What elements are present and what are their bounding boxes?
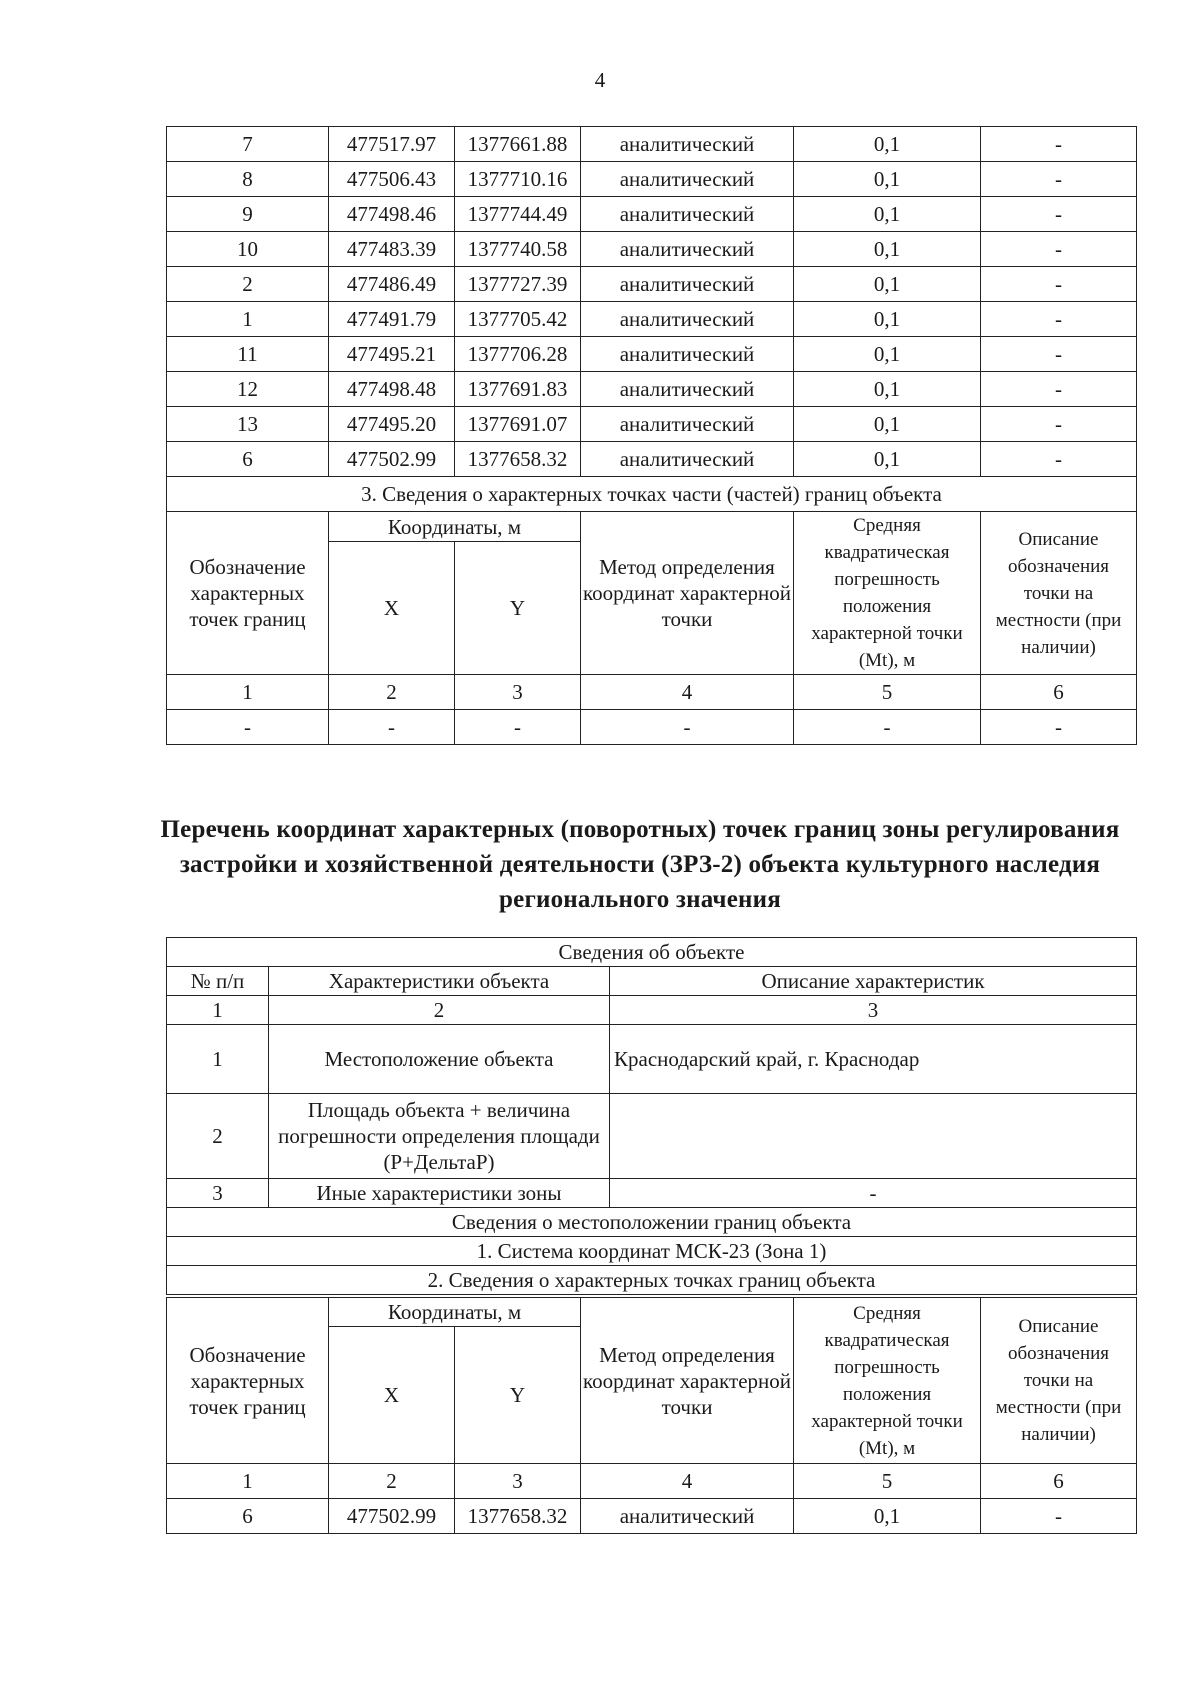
description-header: Описание обозначения точки на местности (при наличии) <box>981 512 1137 675</box>
y-coordinate: 1377661.88 <box>455 127 581 162</box>
error-header: Средняя квадратическая погрешность положения характерной точки (Mt), м <box>794 1298 981 1464</box>
table-row <box>167 197 1137 232</box>
document-title: Перечень координат характерных (поворотных) точек границ зоны регулирования застройки и хозяйственной деятельности (ЗРЗ-2) объекта культурного наследия регионального значения <box>160 816 1120 913</box>
location-info-row <box>167 1208 1137 1237</box>
description: - <box>981 267 1137 302</box>
point-id: 9 <box>167 197 329 232</box>
column-number: 1 <box>167 675 329 710</box>
x-coordinate: 477495.21 <box>329 337 455 372</box>
table-row <box>167 302 1137 337</box>
y-coordinate: 1377705.42 <box>455 302 581 337</box>
y-coordinate: 1377710.16 <box>455 162 581 197</box>
error: 0,1 <box>794 162 981 197</box>
table-cell: - <box>167 710 329 745</box>
error: 0,1 <box>794 442 981 477</box>
coords-header: Координаты, м <box>329 1298 581 1327</box>
y-header: Y <box>455 542 581 675</box>
characteristic-description: - <box>610 1179 1137 1208</box>
object-info-table <box>166 937 1137 1295</box>
method: аналитический <box>581 162 794 197</box>
point-id: 2 <box>167 267 329 302</box>
method: аналитический <box>581 232 794 267</box>
row-number: 2 <box>167 1094 269 1179</box>
y-coordinate: 1377727.39 <box>455 267 581 302</box>
table-row <box>167 127 1137 162</box>
y-coordinate: 1377691.07 <box>455 407 581 442</box>
header-row <box>167 512 1137 542</box>
points-table <box>166 1297 1137 1534</box>
coordinates-table-body <box>167 127 1137 477</box>
characteristic: Иные характеристики зоны <box>269 1179 610 1208</box>
point-id: 6 <box>167 1499 329 1534</box>
coord-system: 1. Система координат МСК-23 (Зона 1) <box>167 1237 1137 1266</box>
method: аналитический <box>581 267 794 302</box>
column-number: 3 <box>455 1464 581 1499</box>
point-id: 8 <box>167 162 329 197</box>
table-cell: - <box>794 710 981 745</box>
column-number: 2 <box>269 996 610 1025</box>
description: - <box>981 1499 1137 1534</box>
x-coordinate: 477491.79 <box>329 302 455 337</box>
table-row <box>167 1499 1137 1534</box>
table-cell: - <box>981 710 1137 745</box>
point-id: 12 <box>167 372 329 407</box>
object-info-heading: Сведения об объекте <box>167 938 1137 967</box>
object-info-header-row <box>167 967 1137 996</box>
error: 0,1 <box>794 127 981 162</box>
row-number: 1 <box>167 1025 269 1094</box>
error: 0,1 <box>794 232 981 267</box>
points-info-row <box>167 1266 1137 1295</box>
column-number: 2 <box>329 675 455 710</box>
characteristic: Площадь объекта + величина погрешности определения площади (Р+ДельтаР) <box>269 1094 610 1179</box>
table-row <box>167 337 1137 372</box>
y-coordinate: 1377658.32 <box>455 1499 581 1534</box>
coord-system-row <box>167 1237 1137 1266</box>
section-3-heading: 3. Сведения о характерных точках части (частей) границ объекта <box>167 477 1137 512</box>
description-header: Описание характеристик <box>610 967 1137 996</box>
method: аналитический <box>581 372 794 407</box>
point-id: 7 <box>167 127 329 162</box>
method: аналитический <box>581 407 794 442</box>
row-number: 3 <box>167 1179 269 1208</box>
method-header: Метод определения координат характерной точки <box>581 1298 794 1464</box>
y-coordinate: 1377706.28 <box>455 337 581 372</box>
table-row <box>167 372 1137 407</box>
column-number: 5 <box>794 1464 981 1499</box>
table-cell: - <box>581 710 794 745</box>
point-id: 6 <box>167 442 329 477</box>
description: - <box>981 337 1137 372</box>
error: 0,1 <box>794 267 981 302</box>
x-coordinate: 477495.20 <box>329 407 455 442</box>
column-number: 4 <box>581 675 794 710</box>
x-coordinate: 477502.99 <box>329 442 455 477</box>
method: аналитический <box>581 337 794 372</box>
table-row <box>167 1179 1137 1208</box>
x-header: X <box>329 542 455 675</box>
designation-header: Обозначение характерных точек границ <box>167 512 329 675</box>
x-coordinate: 477486.49 <box>329 267 455 302</box>
coordinates-table-continued <box>166 126 1137 745</box>
table-row <box>167 162 1137 197</box>
column-number: 1 <box>167 1464 329 1499</box>
table-row <box>167 1025 1137 1094</box>
object-info-heading-row <box>167 938 1137 967</box>
error: 0,1 <box>794 1499 981 1534</box>
method: аналитический <box>581 302 794 337</box>
table-row <box>167 232 1137 267</box>
column-number: 1 <box>167 996 269 1025</box>
column-number: 4 <box>581 1464 794 1499</box>
point-id: 13 <box>167 407 329 442</box>
characteristic-description <box>610 1094 1137 1179</box>
x-coordinate: 477506.43 <box>329 162 455 197</box>
y-header: Y <box>455 1327 581 1464</box>
description: - <box>981 127 1137 162</box>
description: - <box>981 197 1137 232</box>
description: - <box>981 232 1137 267</box>
table-row <box>167 442 1137 477</box>
table-row <box>167 267 1137 302</box>
table-cell: - <box>455 710 581 745</box>
table-row <box>167 1094 1137 1179</box>
column-number: 6 <box>981 675 1137 710</box>
column-numbers-row <box>167 675 1137 710</box>
point-id: 10 <box>167 232 329 267</box>
x-header: X <box>329 1327 455 1464</box>
column-number: 5 <box>794 675 981 710</box>
error-header: Средняя квадратическая погрешность положения характерной точки (Mt), м <box>794 512 981 675</box>
characteristics-header: Характеристики объекта <box>269 967 610 996</box>
error: 0,1 <box>794 197 981 232</box>
column-number: 3 <box>610 996 1137 1025</box>
empty-parts-row <box>167 710 1137 745</box>
description-header: Описание обозначения точки на местности (при наличии) <box>981 1298 1137 1464</box>
column-numbers-row <box>167 996 1137 1025</box>
characteristic: Местоположение объекта <box>269 1025 610 1094</box>
table-cell: - <box>329 710 455 745</box>
description: - <box>981 407 1137 442</box>
point-id: 1 <box>167 302 329 337</box>
method: аналитический <box>581 442 794 477</box>
location-info-heading: Сведения о местоположении границ объекта <box>167 1208 1137 1237</box>
x-coordinate: 477502.99 <box>329 1499 455 1534</box>
column-numbers-row <box>167 1464 1137 1499</box>
header-row <box>167 1298 1137 1327</box>
column-number: 3 <box>455 675 581 710</box>
x-coordinate: 477483.39 <box>329 232 455 267</box>
y-coordinate: 1377740.58 <box>455 232 581 267</box>
description: - <box>981 442 1137 477</box>
section-row <box>167 477 1137 512</box>
x-coordinate: 477498.46 <box>329 197 455 232</box>
y-coordinate: 1377691.83 <box>455 372 581 407</box>
error: 0,1 <box>794 302 981 337</box>
table-row <box>167 407 1137 442</box>
page-number: 4 <box>594 68 606 92</box>
characteristic-description: Краснодарский край, г. Краснодар <box>610 1025 1137 1094</box>
x-coordinate: 477517.97 <box>329 127 455 162</box>
designation-header: Обозначение характерных точек границ <box>167 1298 329 1464</box>
method-header: Метод определения координат характерной точки <box>581 512 794 675</box>
y-coordinate: 1377744.49 <box>455 197 581 232</box>
points-info-heading: 2. Сведения о характерных точках границ объекта <box>167 1266 1137 1295</box>
description: - <box>981 372 1137 407</box>
description: - <box>981 302 1137 337</box>
number-header: № п/п <box>167 967 269 996</box>
column-number: 6 <box>981 1464 1137 1499</box>
coords-header: Координаты, м <box>329 512 581 542</box>
method: аналитический <box>581 197 794 232</box>
column-number: 2 <box>329 1464 455 1499</box>
x-coordinate: 477498.48 <box>329 372 455 407</box>
error: 0,1 <box>794 372 981 407</box>
error: 0,1 <box>794 407 981 442</box>
method: аналитический <box>581 1499 794 1534</box>
error: 0,1 <box>794 337 981 372</box>
y-coordinate: 1377658.32 <box>455 442 581 477</box>
method: аналитический <box>581 127 794 162</box>
description: - <box>981 162 1137 197</box>
point-id: 11 <box>167 337 329 372</box>
